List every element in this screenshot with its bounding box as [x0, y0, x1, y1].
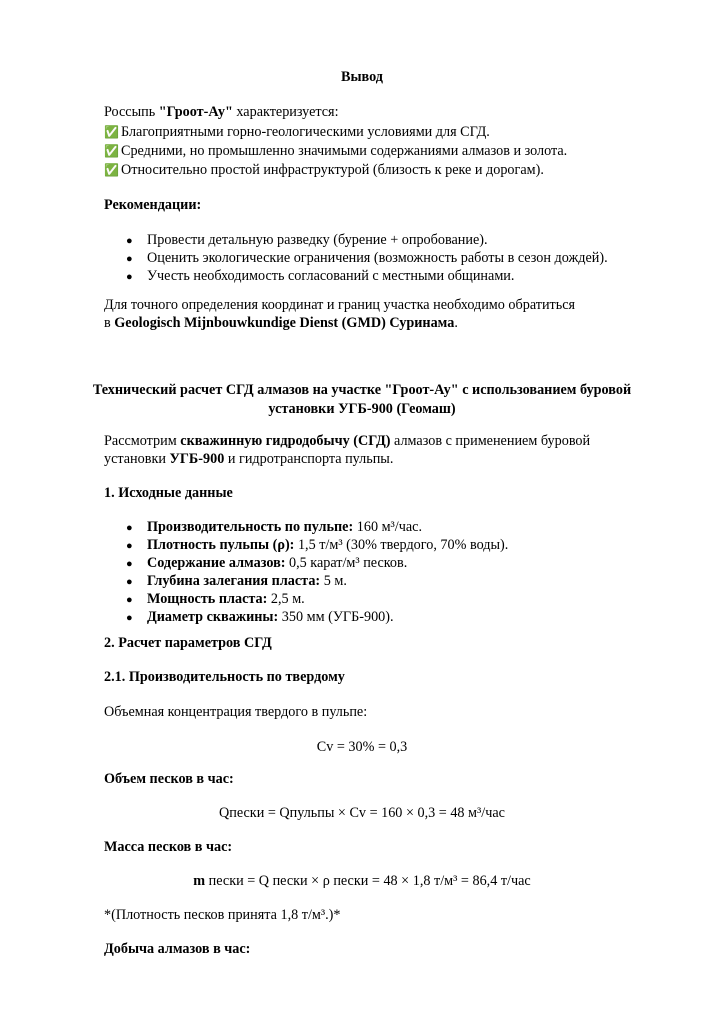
recommendations-heading: Рекомендации:: [104, 197, 202, 213]
source-data-item: ● Содержание алмазов: 0,5 карат/м³ песков.: [126, 555, 408, 571]
conclusion-item: ✅ Средними, но промышленно значимыми содержаниями алмазов и золота.: [104, 143, 568, 159]
bullet-icon: ●: [126, 522, 133, 534]
bullet-icon: ●: [126, 558, 133, 570]
recommendation-item: ● Учесть необходимость согласований с местными общинами.: [126, 268, 515, 284]
conclusion-item: ✅ Благоприятными горно-геологическими условиями для СГД.: [104, 124, 490, 140]
source-data-item: ● Диаметр скважины: 350 мм (УГБ-900).: [126, 609, 394, 625]
conclusion-item: ✅ Относительно простой инфраструктурой (близость к реке и дорогам).: [104, 162, 544, 178]
bullet-icon: ●: [126, 594, 133, 606]
source-data-item: ● Глубина залегания пласта: 5 м.: [126, 573, 347, 589]
tech-title-line-2: установки УГБ-900 (Геомаш): [268, 401, 456, 417]
concentration-label: Объемная концентрация твердого в пульпе:: [104, 704, 368, 720]
concentration-formula: Cv = 30% = 0,3: [316, 739, 408, 755]
bullet-icon: ●: [126, 540, 133, 552]
volume-label: Объем песков в час:: [104, 771, 234, 787]
contact-line-2: в Geologisch Mijnbouwkundige Dienst (GMD) Суринама.: [104, 315, 458, 331]
deposit-name: "Гроот-Ау": [158, 104, 233, 120]
calc-subheading: 2.1. Производительность по твердому: [104, 669, 345, 685]
conclusion-intro: Россыпь "Гроот-Ау" характеризуется:: [104, 104, 339, 120]
bullet-icon: ●: [126, 253, 133, 265]
check-icon: ✅: [104, 163, 119, 177]
bullet-icon: ●: [126, 576, 133, 588]
tech-intro-line-2: установки УГБ-900 и гидротранспорта пульпы.: [104, 451, 394, 467]
bullet-icon: ●: [126, 612, 133, 624]
conclusion-heading: Вывод: [341, 69, 383, 85]
check-icon: ✅: [104, 144, 119, 158]
recommendation-item: ● Оценить экологические ограничения (возможность работы в сезон дождей).: [126, 250, 608, 266]
recommendation-item: ● Провести детальную разведку (бурение + опробование).: [126, 232, 488, 248]
density-note: *(Плотность песков принята 1,8 т/м³.)*: [104, 907, 341, 923]
source-data-item: ● Плотность пульпы (ρ): 1,5 т/м³ (30% твердого, 70% воды).: [126, 537, 509, 553]
contact-organization: Geologisch Mijnbouwkundige Dienst (GMD) Суринама: [114, 315, 455, 331]
tech-intro-line-1: Рассмотрим скважинную гидродобычу (СГД) алмазов с применением буровой: [104, 433, 591, 449]
mass-label: Масса песков в час:: [104, 839, 233, 855]
volume-formula: Qпески = Qпульпы × Cv = 160 × 0,3 = 48 м³/час: [219, 805, 505, 821]
calc-heading: 2. Расчет параметров СГД: [104, 635, 272, 651]
contact-line-1: Для точного определения координат и границ участка необходимо обратиться: [104, 297, 576, 313]
source-data-item: ● Мощность пласта: 2,5 м.: [126, 591, 305, 607]
mass-formula: m пески = Q пески × ρ пески = 48 × 1,8 т/м³ = 86,4 т/час: [193, 873, 531, 889]
source-data-item: ● Производительность по пульпе: 160 м³/час.: [126, 519, 423, 535]
source-data-heading: 1. Исходные данные: [104, 485, 233, 501]
diamonds-label: Добыча алмазов в час:: [104, 941, 251, 957]
tech-title-line-1: Технический расчет СГД алмазов на участке "Гроот-Ау" с использованием буровой: [92, 382, 632, 398]
check-icon: ✅: [104, 125, 119, 139]
bullet-icon: ●: [126, 235, 133, 247]
bullet-icon: ●: [126, 271, 133, 283]
